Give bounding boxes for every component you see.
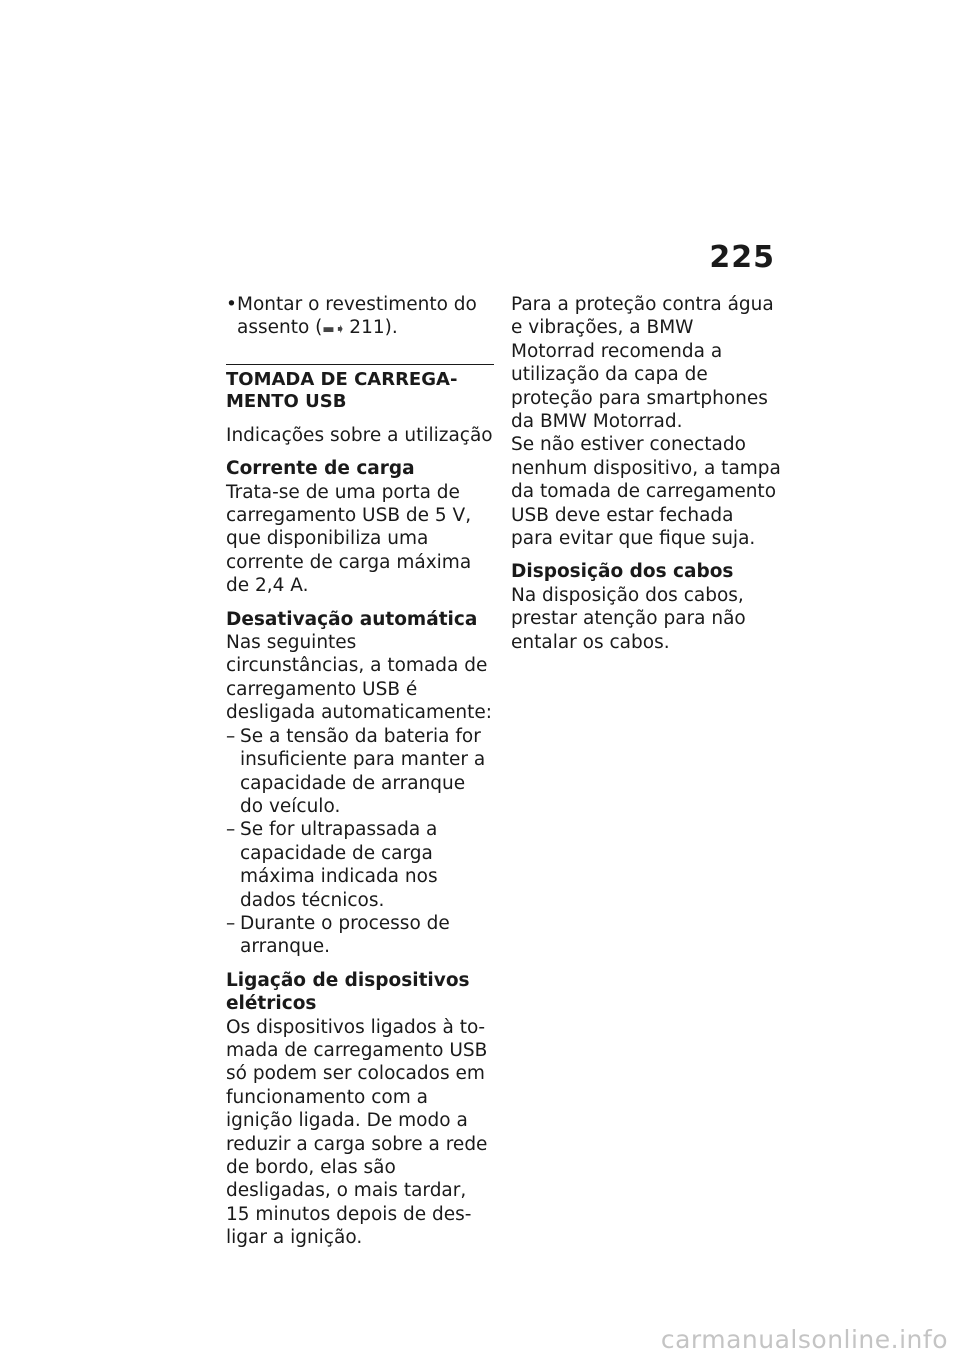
bullet-text: Montar o revestimento do assento ( [237,294,477,339]
page-number: 225 [709,240,775,275]
list-item: – Se a tensão da bateria for insuficiente para manter a capacidade de arranque do veículo. [226,725,486,817]
heading-disposicao: Disposição dos cabos [511,561,734,583]
section-title: TOMADA DE CARREGAMENTO USB [226,368,458,412]
section-divider [226,364,494,365]
bullet-dot-icon: • [226,294,237,315]
dash-icon: – [226,725,236,747]
list-item: – Durante o processo de arranque. [226,912,450,958]
bullet-item [226,293,494,342]
left-column [226,293,494,1250]
arrow-right-icon: ▬➧ [322,322,346,338]
dash-icon: – [226,912,236,934]
intro-text: Indicações sobre a utilização [226,424,493,446]
paragraph-ligacao: Os dispositivos ligados à tomada de carregamento USB só podem ser colocados em funcionamento com a ignição ligada. De modo a reduzir a carga sobre a rede de bordo, elas são desligadas, o mais tardar, 15 minutos depois de desligar a ignição. [226,1016,488,1249]
dash-icon: – [226,819,236,841]
paragraph-disposicao: Na disposição dos cabos, prestar atenção para não entalar os cabos. [511,584,746,653]
heading-desativacao: Desativação automática [226,608,478,630]
heading-corrente: Corrente de carga [226,458,415,480]
right-column [511,293,781,654]
paragraph-tampa: Se não estiver conectado nenhum dispositivo, a tampa da tomada de carregamento USB deve estar fechada para evitar que fique suja. [511,434,781,550]
list-item: – Se for ultrapassada a capacidade de carga máxima indicada nos dados técnicos. [226,819,438,911]
paragraph-corrente: Trata-se de uma porta de carregamento USB de 5 V, que disponibiliza uma corrente de carga máxima de 2,4 A. [226,481,472,597]
paragraph-protecao: Para a proteção contra água e vibrações, a BMW Motorrad recomenda a utilização da capa de proteção para smartphones da BMW Motorrad. [511,294,774,433]
bullet-text-end: ). [384,317,398,339]
heading-ligacao: Ligação de dispositivos elétricos [226,969,470,1015]
paragraph-desativacao: Nas seguintes circunstâncias, a tomada de carregamento USB é desligada automaticamente: [226,632,492,724]
page-reference-link[interactable]: 211 [349,317,385,339]
watermark: carmanualsonline.info [660,1325,948,1354]
